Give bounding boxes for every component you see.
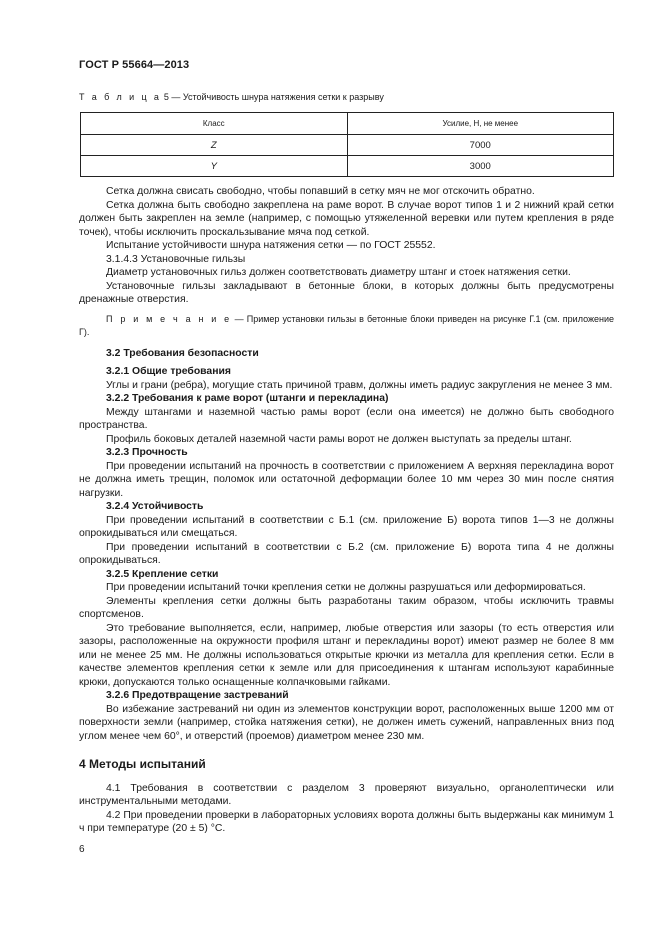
paragraph: Элементы крепления сетки должны быть разработаны таким образом, чтобы исключить травмы спортсменов.: [79, 595, 614, 620]
net-cord-strength-table: [80, 112, 614, 177]
paragraph: При проведении испытаний точки крепления сетки не должны разрушаться или деформироваться.: [106, 582, 586, 593]
column-header-class: Класс: [81, 113, 348, 135]
paragraph: Испытание устойчивости шнура натяжения сетки — по ГОСТ 25552.: [106, 240, 436, 251]
table-cell-class: Y: [81, 156, 348, 177]
page-number: 6: [79, 844, 85, 855]
table-caption-number: 5: [163, 92, 169, 102]
paragraph: Между штангами и наземной частью рамы ворот (если она имеется) не должно быть свободного пространства.: [79, 406, 614, 431]
paragraph: Диаметр установочных гильз должен соответствовать диаметру штанг и стоек натяжения сетки.: [106, 267, 571, 278]
subsection-heading: 3.2.4 Устойчивость: [106, 501, 204, 512]
subsection-heading: 3.2.5 Крепление сетки: [106, 568, 219, 580]
column-header-force: Усилие, Н, не менее: [347, 113, 614, 135]
paragraph: Сетка должна свисать свободно, чтобы попавший в сетку мяч не мог отскочить обратно.: [106, 186, 535, 197]
subsection-heading: 3.2.3 Прочность: [106, 447, 188, 458]
subsection-heading: 3.2.1 Общие требования: [106, 366, 231, 377]
table-caption-text: — Устойчивость шнура натяжения сетки к разрыву: [168, 92, 384, 102]
paragraph: Углы и грани (ребра), могущие стать причиной травм, должны иметь радиус закругления не менее 3 мм.: [106, 379, 613, 391]
paragraph: Это требование выполняется, если, например, любые отверстия или зазоры (то есть отверстия или зазоры, расположенные на окружности профиля штанг и перекладины ворот) имеют размер не более 8 мм или не менее 25 мм. Не должны использоваться открытые крючки из металла для крепления сетки. Если в качестве элементов крепления сетки к земле или для присоединения к штангам используют карабинные крюки, допускаются только оснащенные колпачковыми гайками.: [79, 622, 614, 688]
subsection-heading: 3.2.6 Предотвращение застреваний: [106, 690, 289, 701]
table-caption-prefix: Т а б л и ц а: [79, 92, 162, 102]
note: [79, 313, 614, 340]
subsection-heading: 3.2.2 Требования к раме ворот (штанги и перекладина): [106, 393, 389, 404]
paragraph: 4.1 Требования в соответствии с разделом 3 проверяют визуально, органолептически или инструментальными методами.: [79, 782, 614, 807]
paragraph: Во избежание застреваний ни один из элементов конструкции ворот, расположенных выше 1200 мм от поверхности земли (например, стойка натяжения сетки), не должен иметь сужений, направленных вниз под углом менее чем 60°, и отверстий (проемов) диаметром менее 230 мм.: [79, 703, 614, 742]
paragraph: Профиль боковых деталей наземной части рамы ворот не должен выступать за пределы штанг.: [106, 433, 572, 445]
paragraph: Сетка должна быть свободно закреплена на раме ворот. В случае ворот типов 1 и 2 нижний край сетки должен быть закреплен на земле (например, с помощью утяжеленной веревки или путем крепления в ряде точек), чтобы исключить проскальзывание мяча под сеткой.: [79, 199, 614, 238]
table-row: [81, 156, 614, 177]
paragraph: Установочные гильзы закладывают в бетонные блоки, в которых должны быть предусмотрены дренажные отверстия.: [79, 280, 614, 305]
note-label: П р и м е ч а н и е: [106, 313, 232, 324]
chapter-heading: 4 Методы испытаний: [79, 757, 206, 771]
paragraph: При проведении испытаний в соответствии с Б.1 (см. приложение Б) ворота типов 1—3 не должны опрокидываться или смещаться.: [79, 514, 614, 539]
table-cell-force: 7000: [347, 135, 614, 156]
paragraph: При проведении испытаний в соответствии с Б.2 (см. приложение Б) ворота типа 4 не должны опрокидываться.: [79, 541, 614, 566]
paragraph: При проведении испытаний на прочность в соответствии с приложением А верхняя перекладина ворот не должна иметь трещин, поломок или остаточной деформации более 10 мм через 30 мин после снятия нагрузки.: [79, 460, 614, 499]
document-body: [79, 185, 614, 836]
paragraph: 4.2 При проведении проверки в лабораторных условиях ворота должны быть выдержаны как минимум 1 ч при температуре (20 ± 5) °С.: [79, 809, 614, 834]
table-cell-class: Z: [81, 135, 348, 156]
section-heading: 3.2 Требования безопасности: [106, 347, 259, 359]
table-caption: [79, 92, 384, 102]
subsection-heading: 3.1.4.3 Установочные гильзы: [106, 253, 246, 265]
note-text: — Пример установки гильзы в бетонные блоки приведен на рисунке Г.1 (см. приложение Г).: [79, 313, 614, 337]
document-header: ГОСТ Р 55664—2013: [79, 59, 190, 71]
table-cell-force: 3000: [347, 156, 614, 177]
table-row: [81, 135, 614, 156]
table-header-row: [81, 113, 614, 135]
